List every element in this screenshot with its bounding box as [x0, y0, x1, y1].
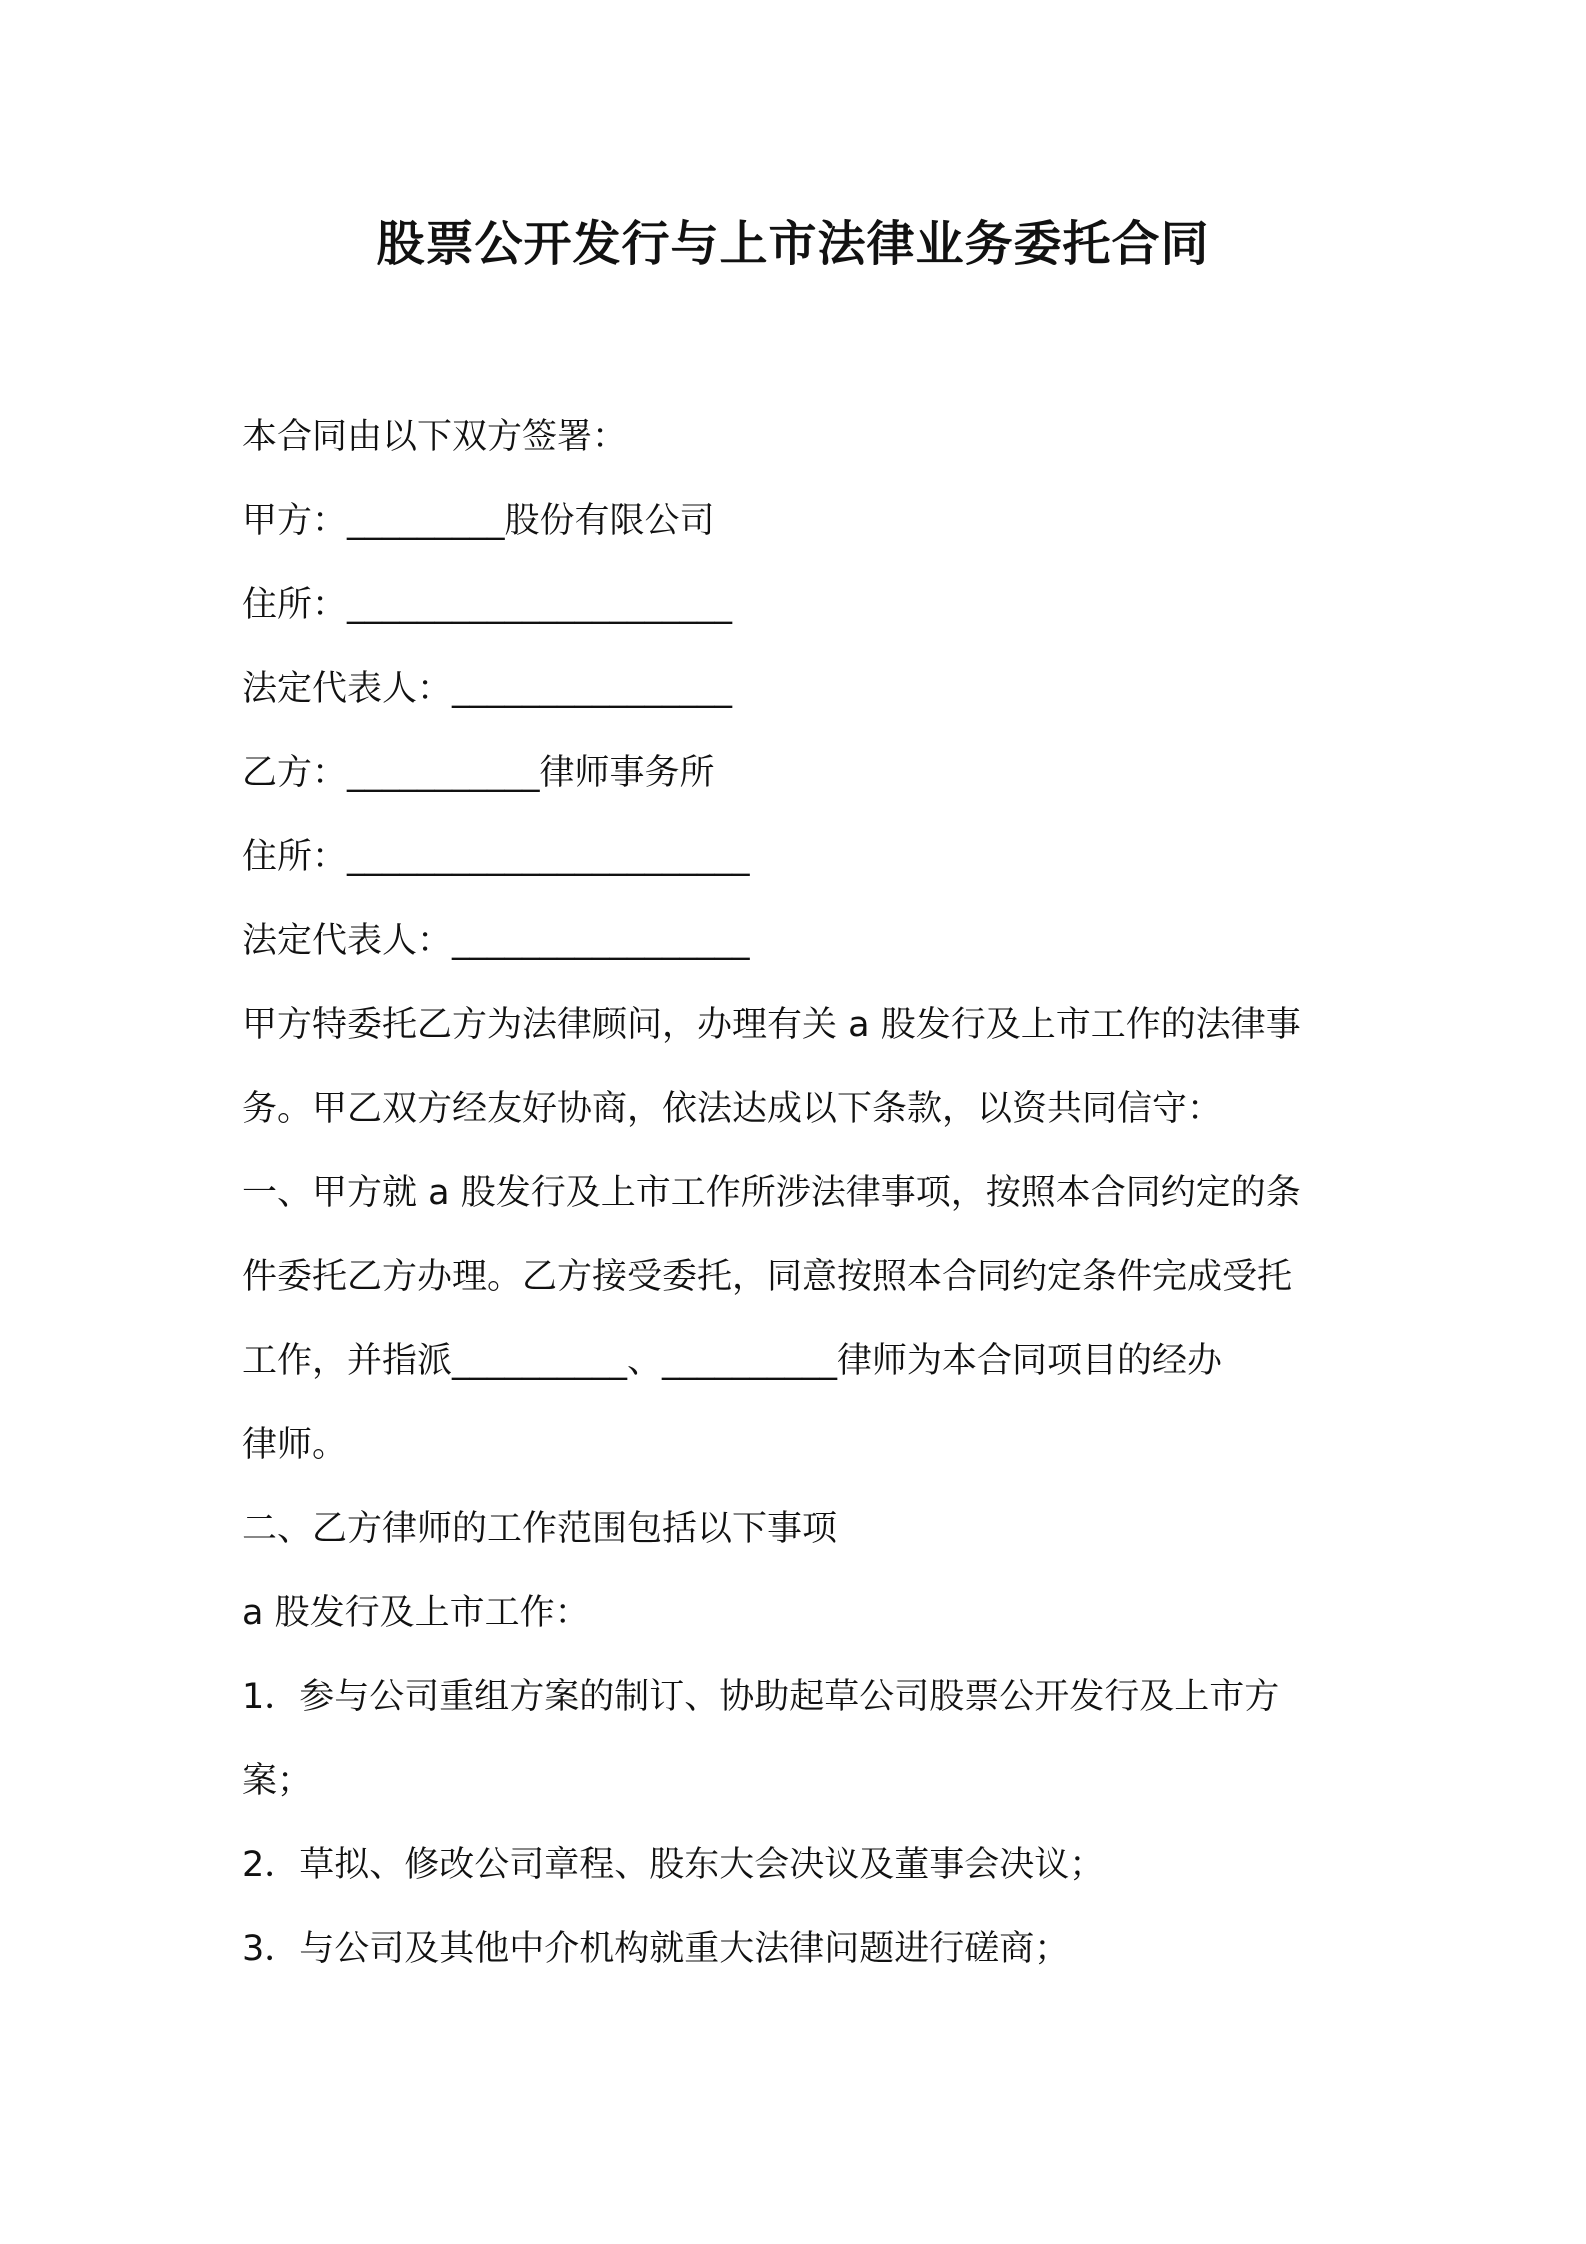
- document-title: 股票公开发行与上市法律业务委托合同: [376, 216, 1210, 272]
- intro-line: 本合同由以下双方签署：: [242, 417, 628, 457]
- party-b-address: 住所：_______________________: [242, 837, 750, 877]
- paragraph-line: 务。甲乙双方经友好协商，依法达成以下条款，以资共同信守：: [242, 1089, 1223, 1129]
- list-item: 1．参与公司重组方案的制订、协助起草公司股票公开发行及上市方: [242, 1677, 1280, 1717]
- clause-line: 工作，并指派__________、__________律师为本合同项目的经办: [242, 1341, 1223, 1381]
- clause-line: 件委托乙方办理。乙方接受委托，同意按照本合同约定条件完成受托: [242, 1257, 1293, 1297]
- paragraph-line: 甲方特委托乙方为法律顾问，办理有关 a 股发行及上市工作的法律事: [242, 1005, 1301, 1045]
- list-item: 3．与公司及其他中介机构就重大法律问题进行磋商；: [242, 1929, 1070, 1969]
- section-heading: 二、乙方律师的工作范围包括以下事项: [242, 1509, 838, 1549]
- party-a-legal-representative: 法定代表人：________________: [242, 669, 733, 709]
- party-a-address: 住所：______________________: [242, 585, 733, 625]
- clause-line: 一、甲方就 a 股发行及上市工作所涉法律事项，按照本合同约定的条: [242, 1173, 1301, 1213]
- list-item: 案；: [242, 1761, 313, 1801]
- subsection-heading: a 股发行及上市工作：: [242, 1593, 590, 1633]
- party-a-name: 甲方：_________股份有限公司: [242, 501, 715, 541]
- clause-line: 律师。: [242, 1425, 348, 1465]
- list-item: 2．草拟、修改公司章程、股东大会决议及董事会决议；: [242, 1845, 1105, 1885]
- party-b-name: 乙方：___________律师事务所: [242, 753, 715, 793]
- party-b-legal-representative: 法定代表人：_________________: [242, 921, 750, 961]
